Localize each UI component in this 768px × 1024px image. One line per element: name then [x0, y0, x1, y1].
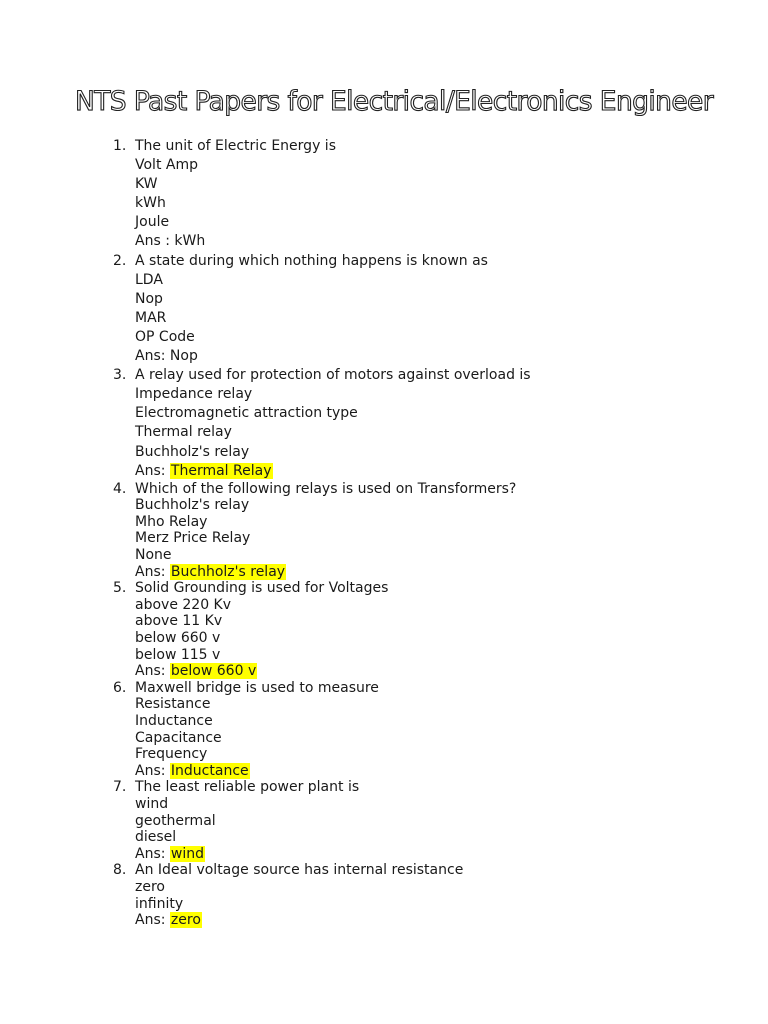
answer-option: MAR [135, 309, 167, 326]
answer-line [135, 912, 531, 929]
answer-option: kWh [135, 195, 166, 212]
question-item [0, 366, 531, 481]
answer-line [135, 564, 531, 581]
answer-option: Electromagnetic attraction type [135, 405, 358, 422]
question-number: 6. [113, 679, 127, 696]
answer-prefix: Ans: [135, 845, 170, 862]
answer-prefix: Ans: [135, 663, 170, 680]
answer-option: KW [135, 176, 158, 193]
question-text: A relay used for protection of motors against overload is [135, 367, 531, 384]
answer-option: Joule [135, 214, 170, 231]
answer-line [135, 347, 531, 366]
answer-option: Capacitance [135, 729, 222, 746]
question-text: Maxwell bridge is used to measure [135, 679, 379, 696]
answer-option: None [135, 547, 172, 564]
answer-value: Nop [169, 348, 198, 365]
answer-value: kWh [174, 233, 206, 250]
answer-line [135, 232, 531, 251]
answer-highlight: wind [170, 845, 205, 862]
answer-prefix: Ans: [135, 462, 170, 479]
answer-option: infinity [135, 895, 184, 912]
question-number: 8. [113, 862, 127, 879]
question-text: Solid Grounding is used for Voltages [135, 580, 389, 597]
question-text: The unit of Electric Energy is [135, 138, 336, 154]
question-number: 3. [113, 367, 127, 384]
answer-prefix: Ans : [135, 233, 175, 250]
question-number: 5. [113, 580, 127, 597]
answer-option: below 115 v [135, 646, 221, 663]
answer-highlight: Buchholz's relay [170, 563, 286, 580]
answer-option: OP Code [135, 328, 195, 345]
answer-prefix: Ans: [135, 762, 170, 779]
answer-option: above 11 Kv [135, 613, 223, 630]
answer-prefix: Ans: [135, 348, 170, 365]
answer-option: Resistance [135, 696, 211, 713]
question-text: The least reliable power plant is [135, 779, 360, 796]
answer-option: above 220 Kv [135, 596, 232, 613]
answer-option: Nop [135, 290, 163, 307]
document-title: NTS Past Papers for Electrical/Electronics Engineer [74, 86, 714, 117]
answer-option: Buchholz's relay [135, 443, 250, 460]
answer-prefix: Ans: [135, 912, 170, 929]
answer-prefix: Ans: [135, 563, 170, 580]
question-item [0, 252, 488, 367]
question-list [0, 137, 531, 929]
answer-option: Frequency [135, 746, 208, 763]
answer-option: diesel [135, 829, 177, 846]
answer-option: Inductance [135, 713, 213, 729]
answer-highlight: Thermal Relay [170, 462, 272, 479]
question-item [0, 862, 464, 929]
answer-line [135, 663, 531, 680]
question-number: 7. [113, 779, 127, 796]
answer-option: Buchholz's relay [135, 497, 250, 514]
answer-line [135, 462, 531, 481]
question-item [0, 137, 396, 252]
question-number: 1. [113, 138, 127, 154]
answer-option: geothermal [135, 812, 216, 829]
answer-option: Thermal relay [135, 424, 232, 441]
question-text: A state during which nothing happens is known as [135, 252, 488, 269]
answer-line [135, 763, 531, 780]
question-text: An Ideal voltage source has internal resistance [135, 862, 464, 879]
question-item [0, 680, 396, 780]
answer-option: zero [135, 878, 165, 895]
question-item [0, 779, 396, 862]
question-item [0, 580, 396, 680]
answer-line [135, 846, 531, 863]
question-number: 4. [113, 480, 127, 497]
answer-option: wind [135, 795, 169, 812]
question-text: Which of the following relays is used on Transformers? [135, 480, 517, 497]
question-number: 2. [113, 252, 127, 269]
answer-option: Mho Relay [135, 513, 208, 530]
question-item [0, 480, 517, 581]
answer-option: Volt Amp [135, 157, 198, 174]
answer-highlight: Inductance [170, 762, 249, 779]
answer-option: Impedance relay [135, 386, 253, 403]
answer-option: Merz Price Relay [135, 530, 251, 547]
answer-highlight: below 660 v [170, 663, 257, 680]
answer-highlight: zero [170, 912, 201, 929]
answer-option: LDA [135, 271, 163, 288]
answer-option: below 660 v [135, 630, 221, 647]
